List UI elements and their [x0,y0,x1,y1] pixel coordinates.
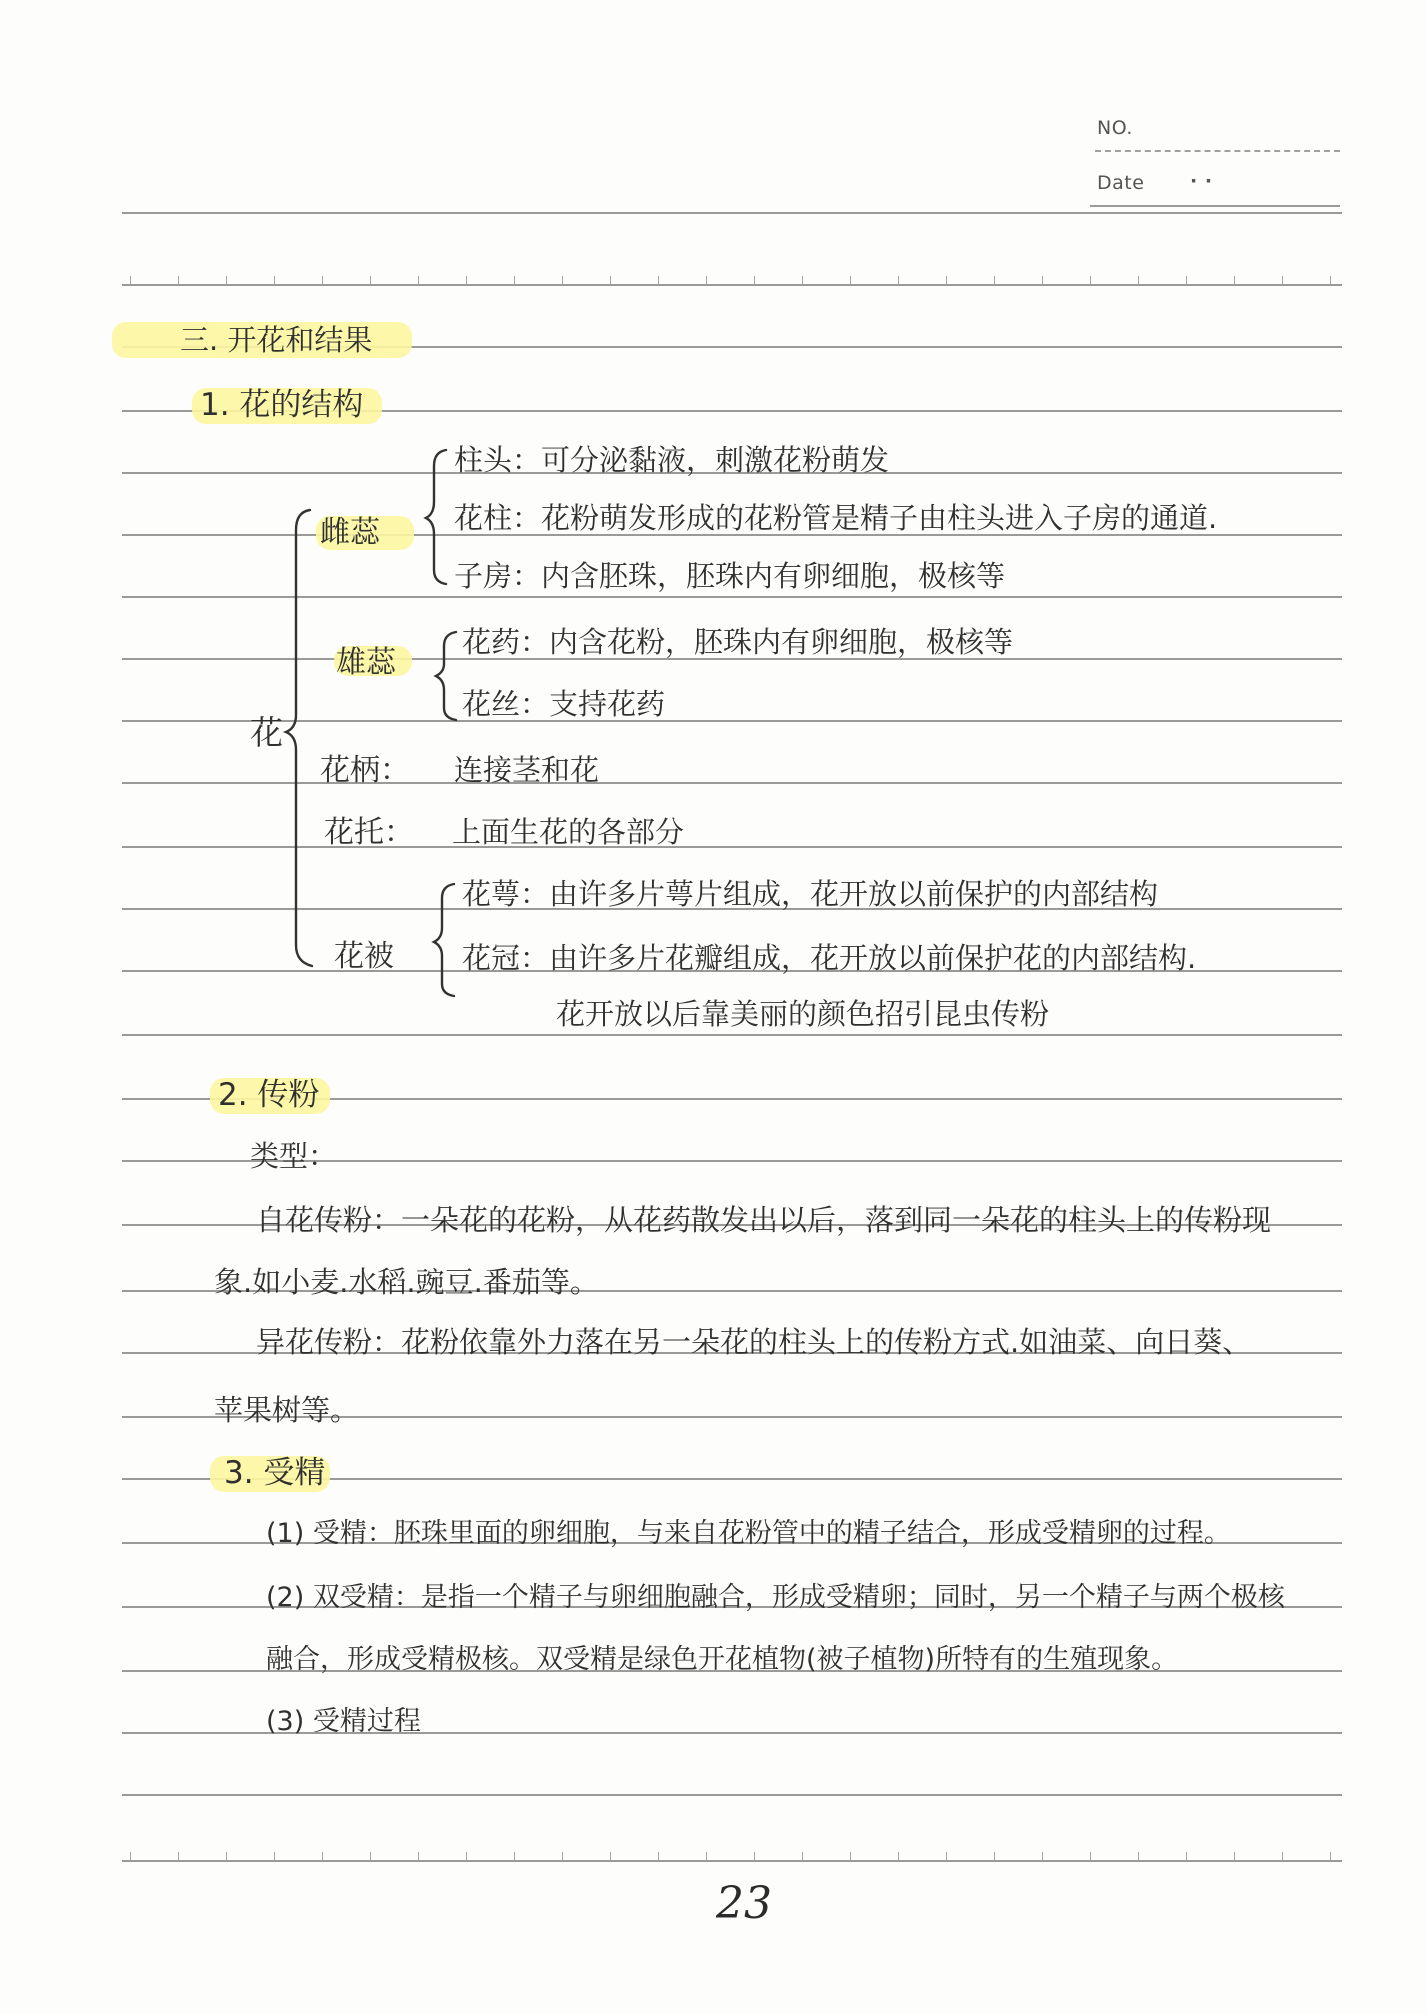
self-pollination-line-2: 象.如小麦.水稻.豌豆.番茄等。 [214,1265,599,1299]
heading-fertilization: 3. 受精 [224,1455,326,1491]
perianth-brace [434,884,454,996]
stamen-brace [436,632,456,720]
pistil-label: 雌蕊 [320,515,380,550]
cross-pollination-line-1: 异花传粉：花粉依靠外力落在另一朵花的柱头上的传粉方式.如油菜、向日葵、 [256,1325,1252,1359]
stamen-item-filament: 花丝：支持花药 [462,687,666,721]
pistil-brace [426,450,446,584]
fertilization-item-1: (1) 受精：胚珠里面的卵细胞，与来自花粉管中的精子结合，形成受精卵的过程。 [266,1518,1231,1549]
fertilization-item-2-line-1: (2) 双受精：是指一个精子与卵细胞融合，形成受精卵；同时，另一个精子与两个极核 [266,1582,1285,1613]
heading-flower-structure: 1. 花的结构 [200,387,364,423]
receptacle-text: 上面生花的各部分 [452,815,685,849]
stamen-item-anther: 花药：内含花粉，胚珠内有卵细胞，极核等 [462,625,1014,659]
cross-pollination-line-2: 苹果树等。 [214,1393,360,1427]
fertilization-item-2-line-2: 融合，形成受精极核。双受精是绿色开花植物(被子植物)所特有的生殖现象。 [266,1644,1179,1675]
receptacle-label: 花托： [324,815,414,850]
section-title: 三. 开花和结果 [180,323,373,357]
date-dots: · · [1190,170,1213,192]
self-pollination-line-1: 自花传粉：一朵花的花粉，从花药散发出以后，落到同一朵花的柱头上的传粉现 [256,1203,1272,1237]
perianth-continuation: 花开放以后靠美丽的颜色招引昆虫传粉 [556,997,1050,1031]
pedicel-label: 花柄： [320,753,410,788]
perianth-label: 花被 [334,939,394,974]
pedicel-text: 连接茎和花 [454,753,600,787]
heading-pollination: 2. 传粉 [218,1077,320,1113]
pollination-type-label: 类型： [250,1139,338,1173]
page-number: 23 [716,1878,772,1929]
main-brace [286,510,312,966]
perianth-item-corolla: 花冠：由许多片花瓣组成，花开放以前保护花的内部结构. [462,941,1197,975]
pistil-item-stigma: 柱头：可分泌黏液，刺激花粉萌发 [454,443,890,477]
pistil-item-style: 花柱：花粉萌发形成的花粉管是精子由柱头进入子房的通道. [454,501,1218,535]
stamen-label: 雄蕊 [336,645,396,680]
flower-root-label: 花 [250,713,283,752]
pistil-item-ovary: 子房：内含胚珠，胚珠内有卵细胞，极核等 [454,559,1006,593]
no-label: NO. [1097,117,1133,139]
perianth-item-calyx: 花萼：由许多片萼片组成，花开放以前保护的内部结构 [462,877,1159,911]
fertilization-item-3: (3) 受精过程 [266,1706,421,1737]
date-label: Date [1097,172,1145,194]
